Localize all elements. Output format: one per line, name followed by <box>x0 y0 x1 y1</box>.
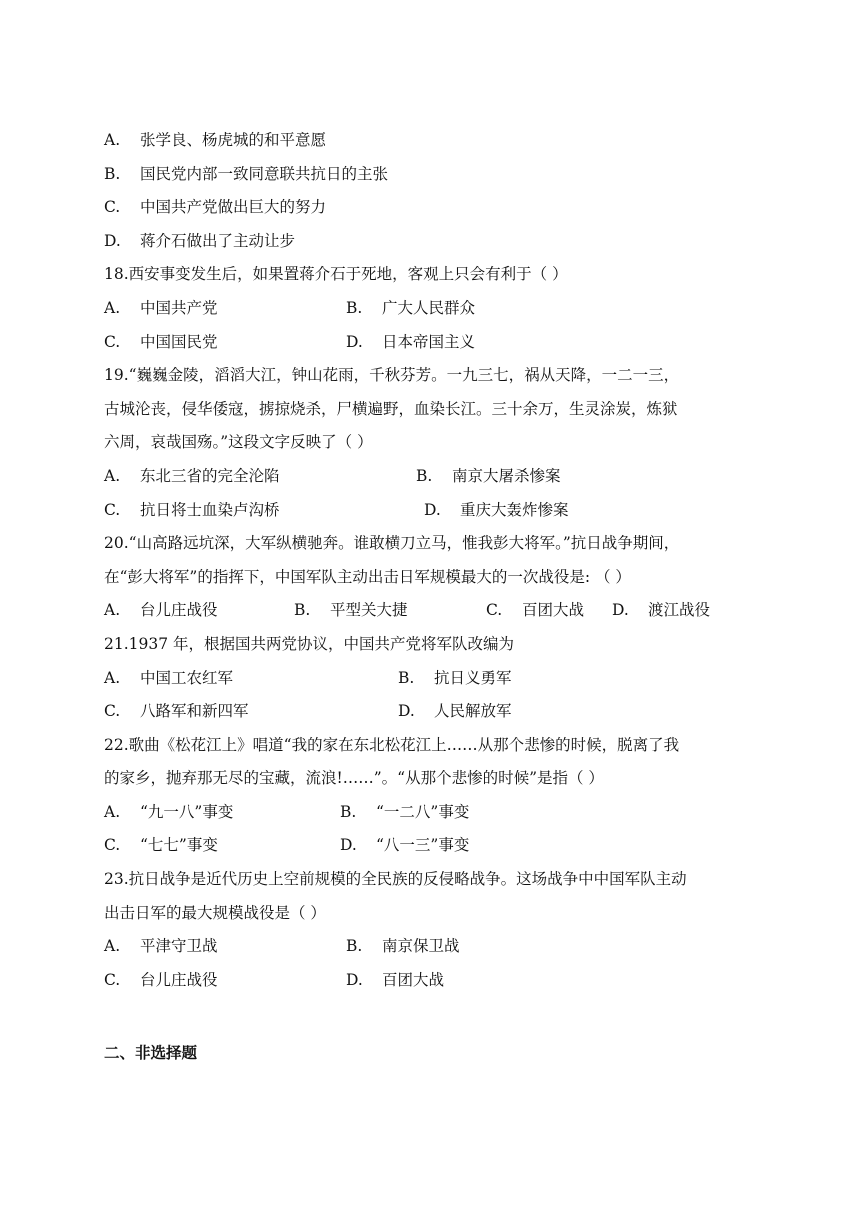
q23-stem-line-1: 23.抗日战争是近代历史上空前规模的全民族的反侵略战争。这场战争中中国军队主动 <box>104 870 687 889</box>
q20-stem-line-1: 20.“山高路远坑深，大军纵横驰奔。谁敢横刀立马，惟我彭大将军。”抗日战争期间， <box>104 534 680 553</box>
q22-option-b: B. “一二八”事变 <box>340 802 470 821</box>
q22-stem-line-1: 22.歌曲《松花江上》唱道“我的家在东北松花江上……从那个悲惨的时候，脱离了我 <box>104 735 680 754</box>
q23-option-a: A. 平津守卫战 <box>104 937 218 956</box>
q22-option-d: D. “八一三”事变 <box>340 836 470 855</box>
q21-option-c: C. 八路军和新四军 <box>104 702 249 721</box>
q18-option-b: B. 广大人民群众 <box>346 298 476 317</box>
q17-option-a: A. 张学良、杨虎城的和平意愿 <box>104 131 327 149</box>
q19-stem-line-1: 19.“巍巍金陵，滔滔大江，钟山花雨，千秋芬芳。一九三七，祸从天降，一二一三， <box>104 366 680 385</box>
q23-option-b: B. 南京保卫战 <box>346 937 460 956</box>
q18-stem: 18.西安事变发生后，如果置蒋介石于死地，客观上只会有利于（ ） <box>104 265 568 284</box>
q22-options-row-1 <box>104 796 764 830</box>
q22-option-a: A. “九一八”事变 <box>104 802 234 821</box>
q20-option-d: D. 渡江战役 <box>612 601 711 620</box>
q19-option-a: A. 东北三省的完全沦陷 <box>104 466 280 485</box>
q21-option-a: A. 中国工农红军 <box>104 668 234 687</box>
q17-option-c: C. 中国共产党做出巨大的努力 <box>104 198 327 217</box>
q21-options-row-2 <box>104 695 764 729</box>
q20-stem-line-2: 在“彭大将军”的指挥下，中国军队主动出击日军规模最大的一次战役是: （ ） <box>104 567 631 586</box>
q22-option-c: C. “七七”事变 <box>104 836 218 855</box>
q19-options-row-2 <box>104 494 764 528</box>
document-page <box>104 124 764 1071</box>
section-title-non-choice: 二、非选择题 <box>104 1044 198 1063</box>
q18-option-a: A. 中国共产党 <box>104 298 218 317</box>
q22-stem-line-2: 的家乡，抛弃那无尽的宝藏，流浪!……”。“从那个悲惨的时候”是指（ ） <box>104 769 604 788</box>
q23-options-row-2 <box>104 964 764 998</box>
q17-option-d: D. 蒋介石做出了主动让步 <box>104 231 296 250</box>
q20-options-row <box>104 594 764 628</box>
q22-options-row-2 <box>104 829 764 863</box>
section-gap <box>104 997 764 1037</box>
q20-option-a: A. 台儿庄战役 <box>104 601 218 620</box>
q17-option-b: B. 国民党内部一致同意联共抗日的主张 <box>104 164 389 183</box>
q19-option-c: C. 抗日将士血染卢沟桥 <box>104 500 280 519</box>
q19-option-b: B. 南京大屠杀惨案 <box>416 466 561 485</box>
q19-option-d: D. 重庆大轰炸惨案 <box>424 500 569 519</box>
q18-option-d: D. 日本帝国主义 <box>346 332 476 351</box>
q21-option-b: B. 抗日义勇军 <box>398 668 512 687</box>
q19-options-row-1 <box>104 460 764 494</box>
q23-option-c: C. 台儿庄战役 <box>104 970 218 989</box>
q18-option-c: C. 中国国民党 <box>104 332 218 351</box>
q21-option-d: D. 人民解放军 <box>398 702 512 721</box>
q23-option-d: D. 百团大战 <box>346 970 445 989</box>
q21-stem: 21.1937 年，根据国共两党协议，中国共产党将军队改编为 <box>104 634 515 653</box>
q19-stem-line-2: 古城沦丧，侵华倭寇，掳掠烧杀，尸横遍野，血染长江。三十余万，生灵涂炭，炼狱 <box>104 399 678 418</box>
q21-options-row-1 <box>104 662 764 696</box>
q18-options-row-1 <box>104 292 764 326</box>
q20-option-b: B. 平型关大捷 <box>294 601 408 620</box>
q18-options-row-2 <box>104 326 764 360</box>
q23-options-row-1 <box>104 930 764 964</box>
q20-option-c: C. 百团大战 <box>486 601 585 620</box>
q23-stem-line-2: 出击日军的最大规模战役是（ ） <box>104 903 326 922</box>
q19-stem-line-3: 六周，哀哉国殇。”这段文字反映了（ ） <box>104 433 373 452</box>
